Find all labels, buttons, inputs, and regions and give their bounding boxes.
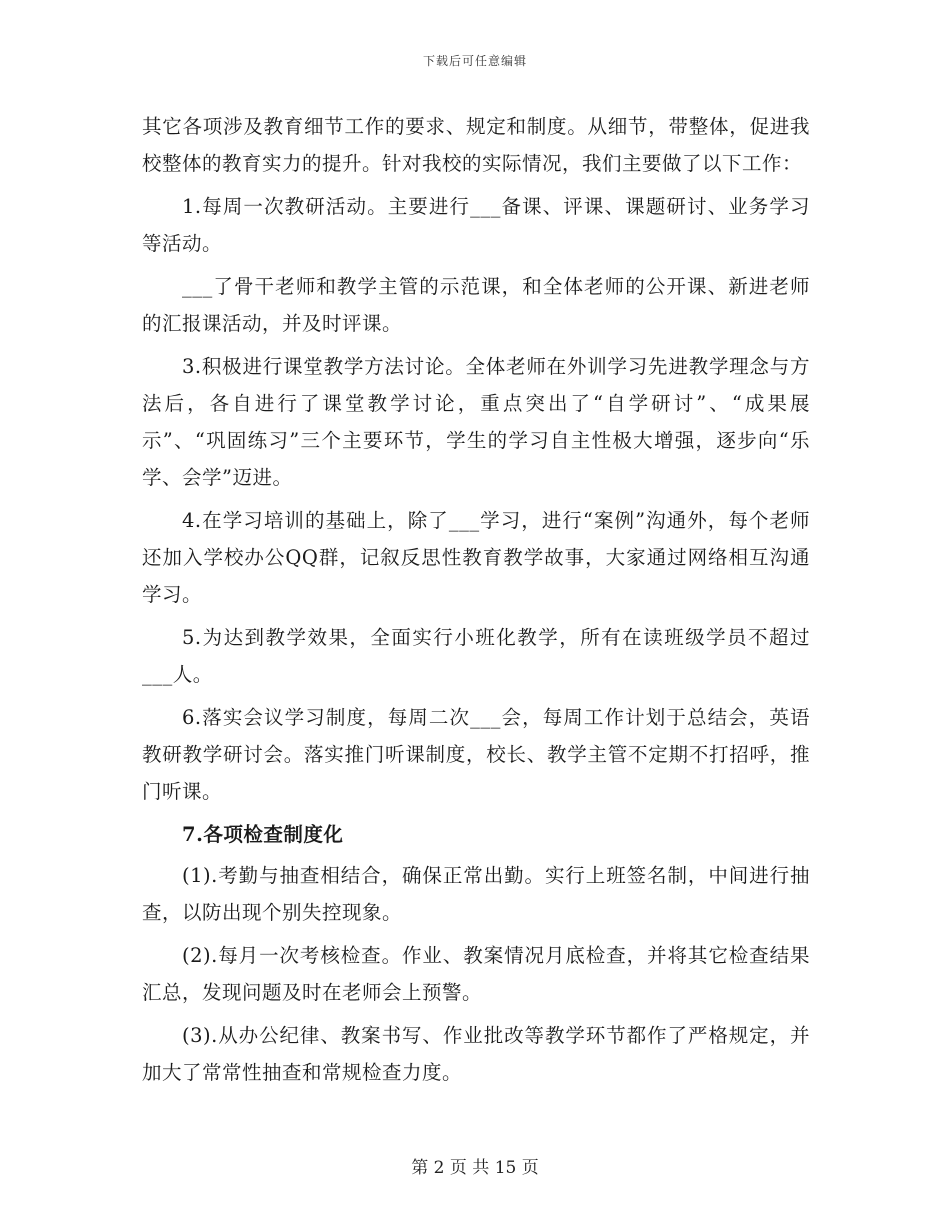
section-heading-7: 7.各项检查制度化 [182, 823, 344, 846]
sub-item-1-paragraph: (1).考勤与抽查相结合，确保正常出勤。实行上班签名制，中间进行抽查，以防出现个别失控现象。 [142, 864, 810, 924]
intro-paragraph: 其它各项涉及教育细节工作的要求、规定和制度。从细节，带整体，促进我校整体的教育实力的提升。针对我校的实际情况，我们主要做了以下工作： [142, 115, 810, 175]
item-4-paragraph: 4.在学习培训的基础上，除了___学习，进行“案例”沟通外，每个老师还加入学校办公QQ群，记叙反思性教育教学故事，大家通过网络相互沟通学习。 [142, 509, 810, 606]
item-6-paragraph: 6.落实会议学习制度，每周二次___会，每周工作计划于总结会，英语教研教学研讨会。落实推门听课制度，校长、教学主管不定期不打招呼，推门听课。 [142, 706, 810, 803]
page-header-note: 下载后可任意编辑 [422, 54, 527, 68]
sub-item-2-paragraph: (2).每月一次考核检查。作业、教案情况月底检查，并将其它检查结果汇总，发现问题及时在老师会上预警。 [142, 944, 810, 1004]
item-5-paragraph: 5.为达到教学效果，全面实行小班化教学，所有在读班级学员不超过___人。 [142, 626, 810, 686]
item-2-paragraph: ___了骨干老师和教学主管的示范课，和全体老师的公开课、新进老师的汇报课活动，并及时评课。 [142, 275, 810, 335]
item-3-paragraph: 3.积极进行课堂教学方法讨论。全体老师在外训学习先进教学理念与方法后，各自进行了课堂教学讨论，重点突出了“自学研讨”、“成果展示”、“巩固练习”三个主要环节，学生的学习自主性极大增强，逐步向“乐学、会学”迈进。 [142, 355, 810, 489]
document-body [142, 108, 810, 1097]
sub-item-3-paragraph: (3).从办公纪律、教案书写、作业批改等教学环节都作了严格规定，并加大了常常性抽查和常规检查力度。 [142, 1024, 810, 1084]
page-number-footer: 第 2 页 共 15 页 [411, 1158, 539, 1178]
item-1-paragraph: 1.每周一次教研活动。主要进行___备课、评课、课题研讨、业务学习等活动。 [142, 195, 810, 255]
